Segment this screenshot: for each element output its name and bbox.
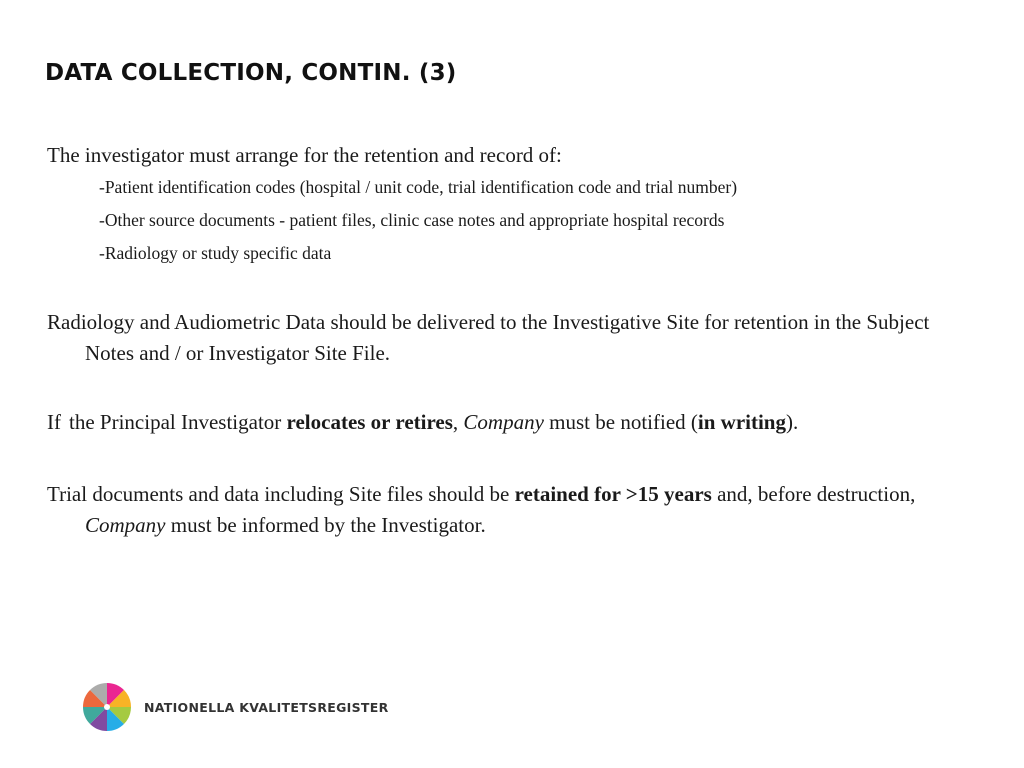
bold-in-writing: in writing <box>697 410 786 434</box>
text-segment: , <box>452 410 464 434</box>
text-segment: and, before destruction, <box>711 482 916 506</box>
sub-item-radiology: -Radiology or study specific data <box>99 243 332 263</box>
slide-body <box>47 140 982 541</box>
bold-retained-years: retained for >15 years <box>514 482 712 506</box>
logo-mark-icon <box>82 682 132 732</box>
sub-item-patient-codes: -Patient identification codes (hospital / unit code, trial identification code and trial number) <box>99 177 738 197</box>
italic-company: Company <box>463 410 544 434</box>
slide-title: DATA COLLECTION, CONTIN. (3) <box>45 60 457 86</box>
nationella-kvalitetsregister-logo <box>82 682 389 732</box>
text-segment: ). <box>785 410 799 434</box>
intro-paragraph: The investigator must arrange for the retention and record of: <box>47 143 562 167</box>
if-word: If <box>47 410 61 434</box>
bold-relocates: relocates or retires <box>286 410 453 434</box>
text-segment: Trial documents and data including Site files should be <box>47 482 515 506</box>
sub-item-source-documents: -Other source documents - patient files, clinic case notes and appropriate hospital records <box>99 210 725 230</box>
investigator-paragraph <box>47 407 982 438</box>
italic-company: Company <box>85 513 166 537</box>
logo-text: NATIONELLA KVALITETSREGISTER <box>144 699 389 715</box>
radiology-paragraph: Radiology and Audiometric Data should be delivered to the Investigative Site for retention in the Subject Notes and / or Investigator Site File. <box>47 310 930 365</box>
text-segment: must be informed by the Investigator. <box>165 513 486 537</box>
retention-paragraph <box>47 479 982 541</box>
logo-center <box>104 704 110 710</box>
text-segment: the Principal Investigator <box>69 410 287 434</box>
text-segment: must be notified ( <box>543 410 698 434</box>
